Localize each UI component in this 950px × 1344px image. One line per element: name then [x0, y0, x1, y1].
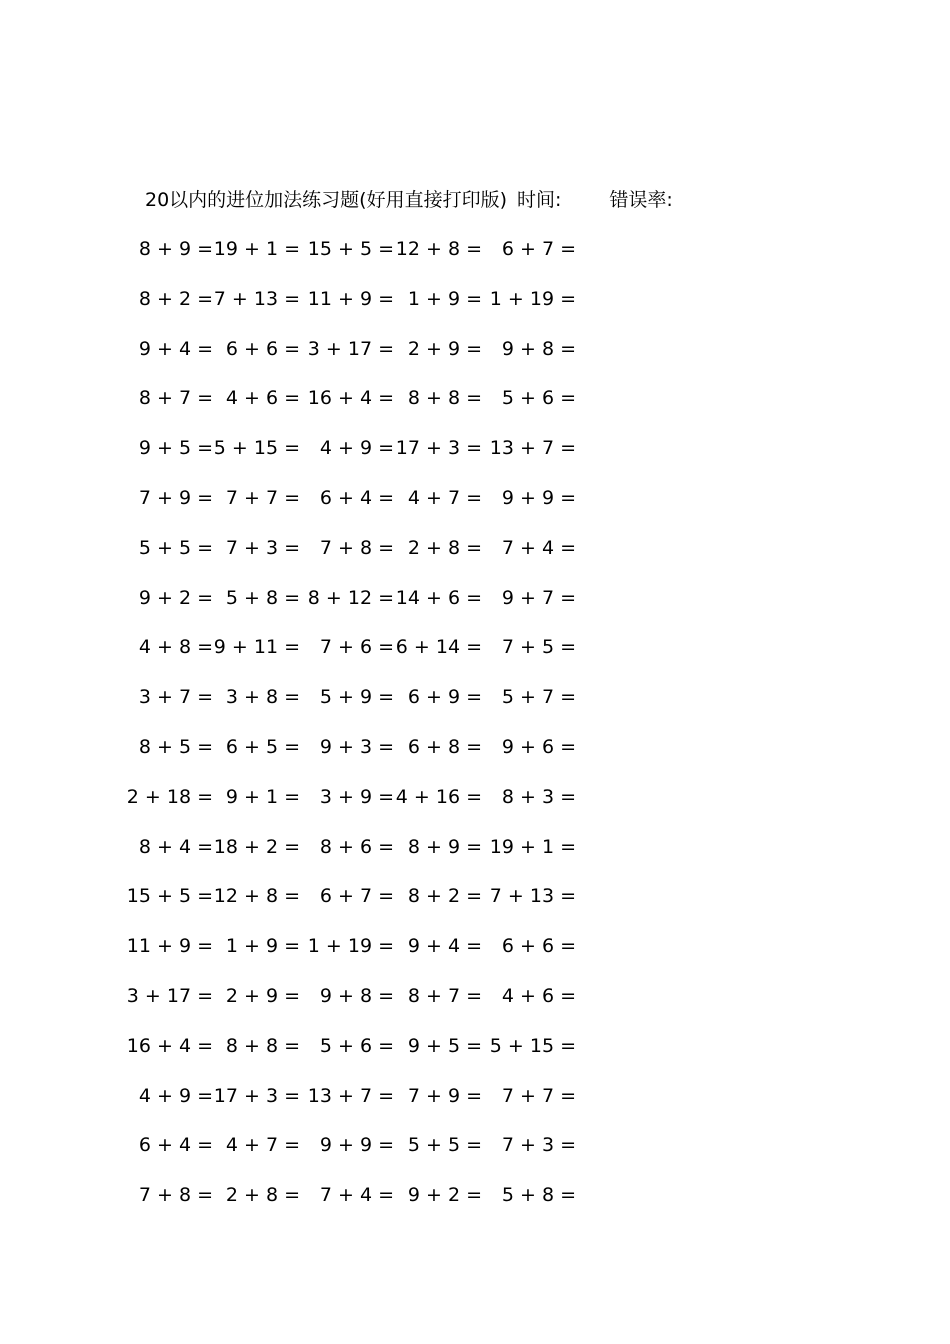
problem-cell: 4 + 9 = — [319, 437, 394, 460]
problem-cell: 3 + 17 = — [126, 984, 213, 1007]
problem-cell: 1 + 19 = — [307, 935, 394, 958]
problem-cell: 4 + 9 = — [138, 1084, 213, 1107]
problem-row — [138, 484, 643, 534]
problem-cell: 9 + 2 = — [138, 586, 213, 609]
problem-row — [126, 982, 643, 1032]
problem-cell: 8 + 8 = — [407, 387, 482, 410]
problem-cell: 7 + 13 = — [489, 885, 576, 908]
problem-cell: 15 + 5 = — [126, 885, 213, 908]
problem-cell: 3 + 9 = — [319, 785, 394, 808]
problem-cell: 17 + 3 = — [213, 1084, 300, 1107]
problem-cell: 8 + 7 = — [407, 984, 482, 1007]
problem-cell: 13 + 7 = — [307, 1084, 394, 1107]
problem-cell: 5 + 5 = — [138, 536, 213, 559]
problem-grid — [126, 235, 643, 1231]
problem-cell: 8 + 9 = — [138, 238, 213, 260]
problem-cell: 1 + 9 = — [407, 287, 482, 310]
problem-cell: 6 + 8 = — [407, 735, 482, 758]
problem-cell: 5 + 7 = — [501, 686, 576, 709]
problem-row — [138, 1181, 643, 1231]
problem-cell: 8 + 4 = — [138, 835, 213, 858]
problem-cell: 8 + 12 = — [307, 586, 394, 609]
problem-cell: 9 + 6 = — [501, 735, 576, 758]
problem-row — [138, 335, 643, 385]
problem-cell: 19 + 1 = — [489, 835, 576, 858]
problem-cell: 2 + 9 = — [225, 984, 300, 1007]
problem-cell: 6 + 5 = — [225, 735, 300, 758]
problem-cell: 18 + 2 = — [213, 835, 300, 858]
problem-cell: 9 + 9 = — [319, 1134, 394, 1157]
problem-row — [138, 733, 643, 783]
problem-cell: 9 + 4 = — [407, 935, 482, 958]
problem-cell: 8 + 2 = — [138, 287, 213, 310]
problem-cell: 5 + 15 = — [489, 1034, 576, 1057]
problem-cell: 16 + 4 = — [307, 387, 394, 410]
problem-cell: 9 + 9 = — [501, 486, 576, 509]
problem-cell: 5 + 8 = — [501, 1184, 576, 1207]
problem-row — [138, 683, 643, 733]
problem-cell: 9 + 3 = — [319, 735, 394, 758]
problem-cell: 5 + 5 = — [407, 1134, 482, 1157]
problem-cell: 3 + 8 = — [225, 686, 300, 709]
problem-cell: 7 + 7 = — [501, 1084, 576, 1107]
problem-cell: 19 + 1 = — [213, 238, 300, 260]
problem-cell: 9 + 5 = — [407, 1034, 482, 1057]
problem-cell: 8 + 9 = — [407, 835, 482, 858]
problem-cell: 3 + 17 = — [307, 337, 394, 360]
problem-cell: 13 + 7 = — [489, 437, 576, 460]
problem-cell: 7 + 9 = — [138, 486, 213, 509]
problem-cell: 8 + 6 = — [319, 835, 394, 858]
problem-row — [138, 235, 643, 285]
problem-cell: 5 + 8 = — [225, 586, 300, 609]
problem-row — [138, 384, 643, 434]
problem-cell: 7 + 4 = — [501, 536, 576, 559]
problem-cell: 7 + 3 = — [225, 536, 300, 559]
problem-cell: 2 + 8 = — [225, 1184, 300, 1207]
problem-cell: 15 + 5 = — [307, 238, 394, 260]
time-label: 时间: — [517, 189, 562, 211]
problem-cell: 5 + 6 = — [501, 387, 576, 410]
problem-cell: 9 + 8 = — [319, 984, 394, 1007]
problem-cell: 2 + 9 = — [407, 337, 482, 360]
worksheet-title: 20以内的进位加法练习题(好用直接打印版) — [145, 189, 508, 211]
error-rate-label: 错误率: — [609, 189, 673, 211]
problem-cell: 4 + 16 = — [395, 785, 482, 808]
problem-cell: 3 + 7 = — [138, 686, 213, 709]
problem-cell: 7 + 3 = — [501, 1134, 576, 1157]
problem-cell: 4 + 6 = — [225, 387, 300, 410]
problem-cell: 8 + 2 = — [407, 885, 482, 908]
problem-cell: 7 + 13 = — [213, 287, 300, 310]
problem-cell: 6 + 6 = — [501, 935, 576, 958]
problem-row — [126, 932, 643, 982]
problem-cell: 14 + 6 = — [395, 586, 482, 609]
problem-cell: 6 + 9 = — [407, 686, 482, 709]
problem-cell: 7 + 4 = — [319, 1184, 394, 1207]
problem-cell: 1 + 9 = — [225, 935, 300, 958]
problem-cell: 6 + 4 = — [138, 1134, 213, 1157]
problem-cell: 9 + 2 = — [407, 1184, 482, 1207]
problem-row — [126, 882, 643, 932]
problem-cell: 6 + 7 = — [319, 885, 394, 908]
problem-cell: 8 + 7 = — [138, 387, 213, 410]
problem-row — [138, 833, 643, 883]
problem-row — [126, 783, 643, 833]
problem-row — [126, 1032, 643, 1082]
problem-cell: 12 + 8 = — [213, 885, 300, 908]
problem-cell: 6 + 4 = — [319, 486, 394, 509]
problem-cell: 6 + 7 = — [501, 238, 576, 260]
worksheet-header — [145, 186, 673, 214]
problem-cell: 8 + 3 = — [501, 785, 576, 808]
problem-cell: 8 + 8 = — [225, 1034, 300, 1057]
problem-cell: 11 + 9 = — [307, 287, 394, 310]
problem-row — [138, 434, 643, 484]
problem-cell: 7 + 9 = — [407, 1084, 482, 1107]
problem-cell: 9 + 8 = — [501, 337, 576, 360]
problem-cell: 7 + 5 = — [501, 636, 576, 659]
problem-cell: 9 + 4 = — [138, 337, 213, 360]
problem-cell: 8 + 5 = — [138, 735, 213, 758]
problem-cell: 6 + 14 = — [395, 636, 482, 659]
problem-cell: 5 + 15 = — [213, 437, 300, 460]
problem-cell: 17 + 3 = — [395, 437, 482, 460]
problem-cell: 4 + 7 = — [407, 486, 482, 509]
problem-cell: 5 + 9 = — [319, 686, 394, 709]
problem-cell: 4 + 8 = — [138, 636, 213, 659]
problem-row — [138, 1131, 643, 1181]
problem-cell: 4 + 6 = — [501, 984, 576, 1007]
problem-row — [138, 285, 643, 335]
problem-cell: 2 + 8 = — [407, 536, 482, 559]
problem-cell: 4 + 7 = — [225, 1134, 300, 1157]
problem-cell: 9 + 1 = — [225, 785, 300, 808]
problem-cell: 1 + 19 = — [489, 287, 576, 310]
problem-cell: 5 + 6 = — [319, 1034, 394, 1057]
problem-cell: 12 + 8 = — [395, 238, 482, 260]
problem-cell: 2 + 18 = — [126, 785, 213, 808]
problem-cell: 7 + 8 = — [319, 536, 394, 559]
problem-cell: 7 + 8 = — [138, 1184, 213, 1207]
problem-cell: 9 + 5 = — [138, 437, 213, 460]
problem-row — [138, 633, 643, 683]
problem-cell: 6 + 6 = — [225, 337, 300, 360]
problem-cell: 16 + 4 = — [126, 1034, 213, 1057]
problem-row — [138, 534, 643, 584]
problem-cell: 7 + 7 = — [225, 486, 300, 509]
problem-row — [138, 584, 643, 634]
problem-cell: 11 + 9 = — [126, 935, 213, 958]
problem-cell: 7 + 6 = — [319, 636, 394, 659]
problem-cell: 9 + 7 = — [501, 586, 576, 609]
problem-cell: 9 + 11 = — [213, 636, 300, 659]
problem-row — [138, 1082, 643, 1132]
